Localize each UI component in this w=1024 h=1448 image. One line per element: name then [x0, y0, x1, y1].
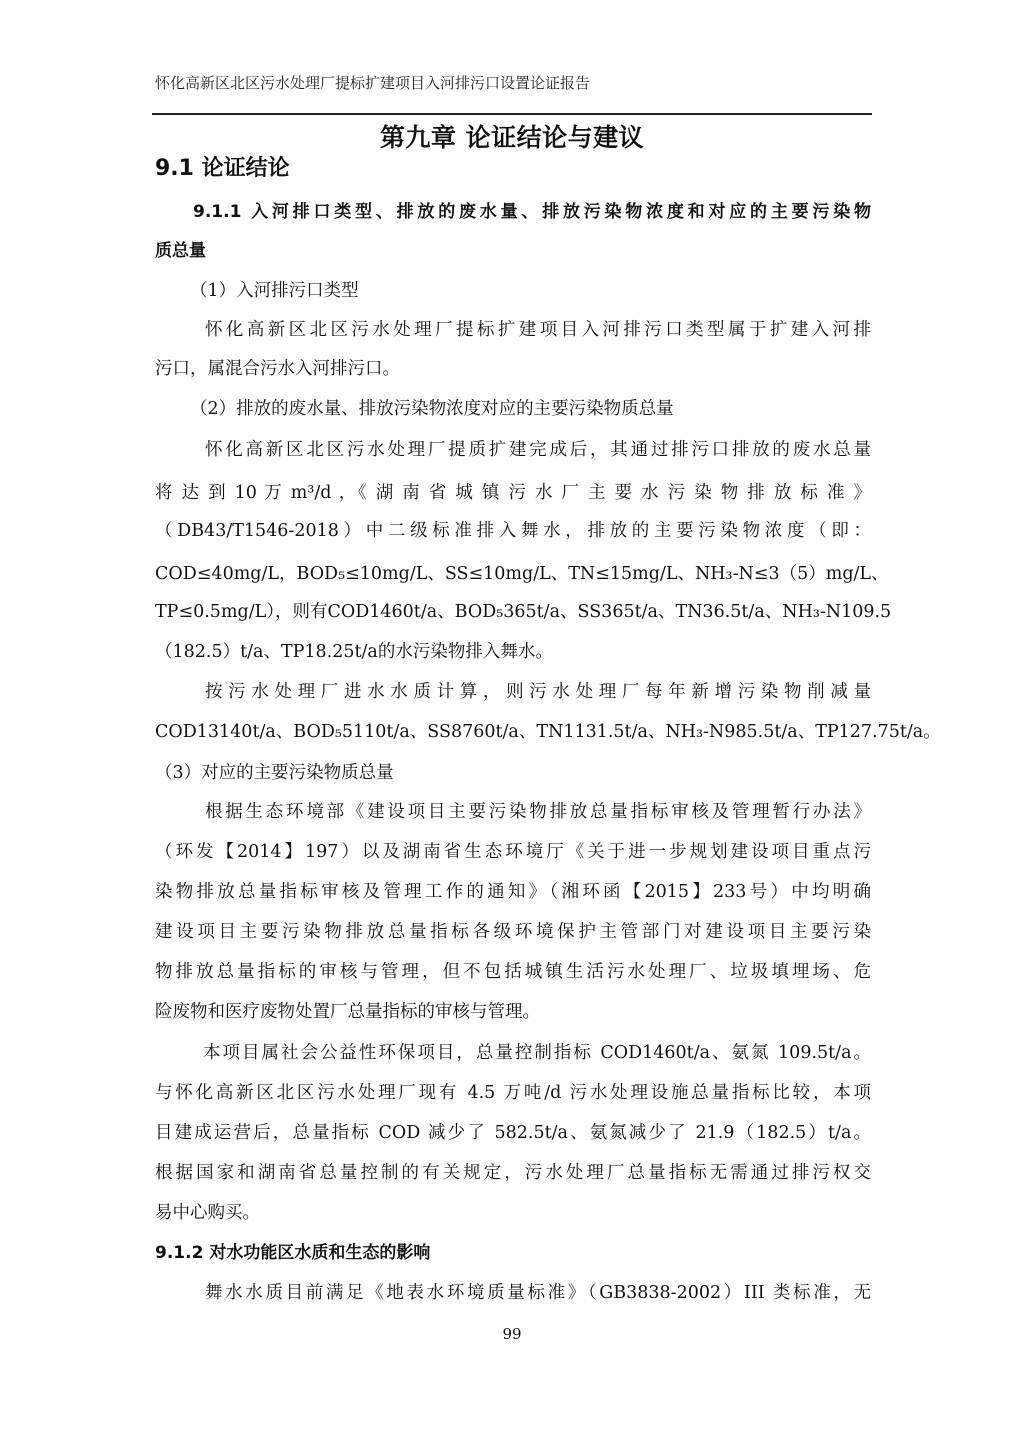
paragraph-line: 怀化高新区北区污水处理厂提质扩建完成后，其通过排污口排放的废水总量: [205, 440, 871, 460]
paragraph-line: 本项目属社会公益性环保项目，总量控制指标 COD1460t/a、氨氮 109.5t/a。: [203, 1043, 871, 1063]
chapter-title: 第九章 论证结论与建议: [379, 123, 645, 152]
paragraph-line: COD≤40mg/L，BOD₅≤10mg/L、SS≤10mg/L、TN≤15mg/L、NH₃-N≤3（5）mg/L、: [155, 564, 889, 584]
paragraph-line: COD13140t/a、BOD₅5110t/a、SS8760t/a、TN1131.5t/a、NH₃-N985.5t/a、TP127.75t/a。: [155, 722, 941, 742]
paragraph-line: （环发【2014】197）以及湖南省生态环境厅《关于进一步规划建设项目重点污: [155, 842, 871, 862]
paragraph-line: 易中心购买。: [155, 1203, 260, 1223]
paragraph-line: （DB43/T1546-2018）中二级标准排入舞水，排放的主要污染物浓度（即：: [155, 521, 871, 541]
paragraph-line: 目建成运营后，总量指标 COD 减少了 582.5t/a、氨氮减少了 21.9（182.5）t/a。: [155, 1123, 871, 1143]
paragraph-line: 与怀化高新区北区污水处理厂现有 4.5 万吨/d 污水处理设施总量指标比较，本项: [155, 1083, 871, 1103]
paragraph-line: TP≤0.5mg/L），则有COD1460t/a、BOD₅365t/a、SS365t/a、TN36.5t/a、NH₃-N109.5: [155, 602, 892, 622]
paragraph-line: 根据国家和湖南省总量控制的有关规定，污水处理厂总量指标无需通过排污权交: [155, 1163, 871, 1183]
paragraph-line: （182.5）t/a、TP18.25t/a的水污染物排入舞水。: [155, 642, 553, 662]
paragraph-line: 物排放总量指标的审核与管理，但不包括城镇生活污水处理厂、垃圾填埋场、危: [155, 962, 871, 982]
paragraph-line: 污口，属混合污水入河排污口。: [155, 359, 400, 379]
item-heading: （3）对应的主要污染物质总量: [155, 763, 394, 783]
subsection-heading: 9.1.2 对水功能区水质和生态的影响: [155, 1243, 431, 1263]
paragraph-line: 建设项目主要污染物排放总量指标各级环境保护主管部门对建设项目主要污染: [155, 922, 871, 942]
paragraph-line: 险废物和医疗废物处置厂总量指标的审核与管理。: [155, 1002, 540, 1022]
section-title: 9.1 论证结论: [155, 156, 290, 181]
item-heading: （1）入河排污口类型: [190, 281, 359, 301]
subsection-heading-cont: 质总量: [155, 241, 206, 261]
paragraph-line: 舞水水质目前满足《地表水环境质量标准》（GB3838-2002）III 类标准，无: [205, 1283, 871, 1303]
paragraph-line: 将 达 到 10 万 m³/d ，《 湖 南 省 城 镇 污 水 厂 主 要 水 污 染 物 排 放 标 准 》: [155, 483, 871, 503]
subsection-heading: 9.1.1 入河排口类型、排放的废水量、排放污染物浓度和对应的主要污染物: [193, 202, 871, 222]
paragraph-line: 按污水处理厂进水水质计算，则污水处理厂每年新增污染物削减量: [205, 682, 871, 702]
paragraph-line: 怀化高新区北区污水处理厂提标扩建项目入河排污口类型属于扩建入河排: [205, 320, 871, 340]
paragraph-line: 根据生态环境部《建设项目主要污染物排放总量指标审核及管理暂行办法》: [205, 802, 871, 822]
item-heading: （2）排放的废水量、排放污染物浓度对应的主要污染物质总量: [190, 399, 674, 419]
page-number: 99: [502, 1325, 522, 1343]
header-rule: [152, 113, 872, 115]
paragraph-line: 染物排放总量指标审核及管理工作的通知》（湘环函【2015】233号）中均明确: [155, 882, 871, 902]
running-header: 怀化高新区北区污水处理厂提标扩建项目入河排污口设置论证报告: [155, 74, 591, 92]
